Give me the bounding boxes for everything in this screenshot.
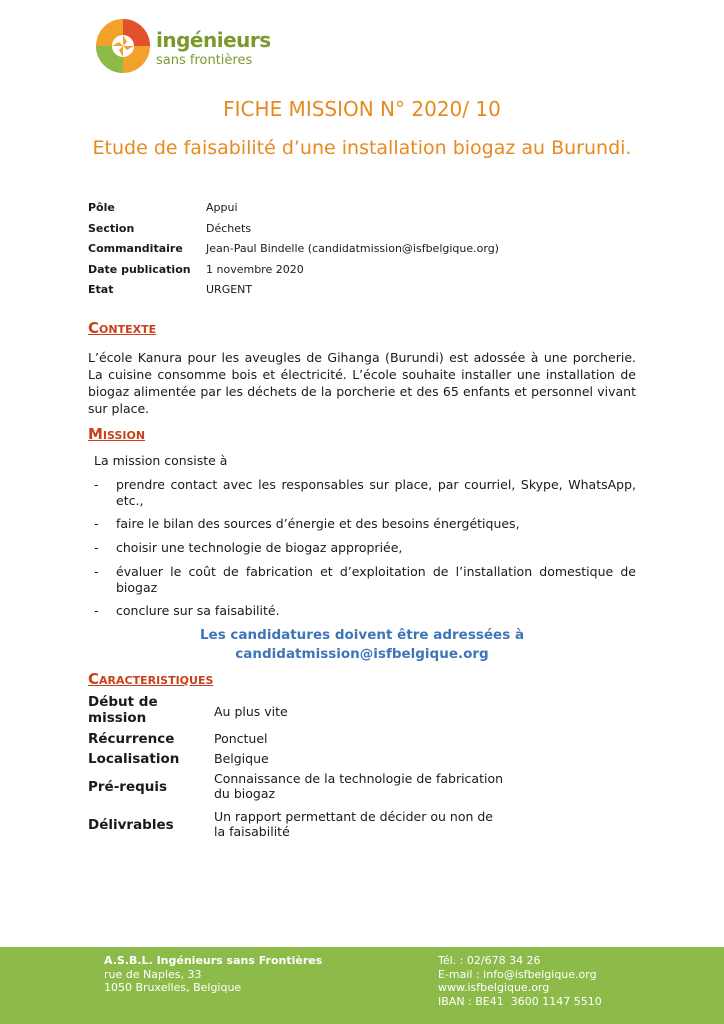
meta-label: Date publication xyxy=(88,262,191,276)
section-heading-mission: Mission xyxy=(88,425,146,443)
bullet-dash: - xyxy=(94,540,99,555)
footer-iban: IBAN : BE41 3600 1147 5510 xyxy=(438,994,602,1008)
apply-line1: Les candidatures doivent être adressées à xyxy=(199,627,525,643)
car-value: Belgique xyxy=(214,751,269,766)
meta-label: Pôle xyxy=(88,201,115,214)
footer-street: rue de Naples, 33 xyxy=(104,967,202,981)
mission-intro: La mission consiste à xyxy=(94,453,228,468)
bullet-dash: - xyxy=(94,516,99,531)
mission-item: conclure sur sa faisabilité. xyxy=(116,603,280,618)
meta-value: Jean-Paul Bindelle (candidatmission@isfbelgique.org) xyxy=(206,242,499,255)
meta-row-commanditaire xyxy=(88,242,499,263)
car-label: Pré-requis xyxy=(88,779,168,795)
meta-value: Appui xyxy=(206,201,238,214)
apply-email-link[interactable]: candidatmission@isfbelgique.org xyxy=(235,646,489,662)
car-label: Récurrence xyxy=(88,731,175,747)
meta-row-etat xyxy=(88,283,499,304)
meta-value: 1 novembre 2020 xyxy=(206,262,304,276)
car-label: Localisation xyxy=(88,751,180,767)
car-value: Ponctuel xyxy=(214,731,268,746)
isf-logo xyxy=(94,17,271,79)
logo-text-line2: sans frontières xyxy=(156,53,253,68)
meta-value: Déchets xyxy=(206,221,252,235)
footer-address xyxy=(104,954,322,995)
footer-city: 1050 Bruxelles, Belgique xyxy=(104,981,242,994)
meta-label: Section xyxy=(88,221,135,235)
document-title: FICHE MISSION N° 2020/ 10 xyxy=(223,97,501,121)
car-value: Un rapport permettant de décider ou non de la faisabilité xyxy=(214,809,493,839)
bullet-dash: - xyxy=(94,564,99,579)
mission-item: prendre contact avec les responsables sur place, par courriel, Skype, WhatsApp, etc., xyxy=(116,477,636,508)
meta-label: Etat xyxy=(88,283,114,296)
car-label: Début de mission xyxy=(88,694,158,726)
meta-row-pole xyxy=(88,201,499,222)
isf-logo-icon xyxy=(94,17,152,75)
footer-email[interactable]: E-mail : info@isfbelgique.org xyxy=(438,967,597,981)
bullet-dash: - xyxy=(94,477,99,492)
mission-item: faire le bilan des sources d’énergie et des besoins énergétiques, xyxy=(116,516,520,531)
meta-row-section xyxy=(88,222,499,243)
footer-org: A.S.B.L. Ingénieurs sans Frontières xyxy=(104,954,323,967)
mission-item: évaluer le coût de fabrication et d’exploitation de l’installation domestique de biogaz xyxy=(116,564,636,595)
mission-item: choisir une technologie de biogaz appropriée, xyxy=(116,540,403,555)
footer xyxy=(0,947,724,1024)
bullet-dash: - xyxy=(94,603,99,618)
footer-contact xyxy=(438,954,602,1008)
car-value: Au plus vite xyxy=(214,704,288,719)
section-heading-caracteristiques: Caracteristiques xyxy=(88,670,214,688)
footer-tel: Tél. : 02/678 34 26 xyxy=(438,954,541,967)
meta-value: URGENT xyxy=(206,283,253,296)
footer-web[interactable]: www.isfbelgique.org xyxy=(438,981,550,994)
meta-row-date xyxy=(88,263,499,284)
car-value: Connaissance de la technologie de fabrication du biogaz xyxy=(214,771,504,801)
document-subtitle: Etude de faisabilité d’une installation biogaz au Burundi. xyxy=(92,137,632,159)
contexte-paragraph: L’école Kanura pour les aveugles de Gihanga (Burundi) est adossée à une porcherie. La cuisine consomme bois et électricité. L’école souhaite installer une installation de biogaz alimentée par les déchets de la porcherie et des 65 enfants et personnel vivant sur place. xyxy=(88,350,636,416)
meta-table xyxy=(88,201,499,304)
meta-label: Commanditaire xyxy=(88,242,183,255)
car-label: Délivrables xyxy=(88,817,174,833)
logo-text-line1: ingénieurs xyxy=(156,28,271,52)
section-heading-contexte: Contexte xyxy=(88,319,157,337)
